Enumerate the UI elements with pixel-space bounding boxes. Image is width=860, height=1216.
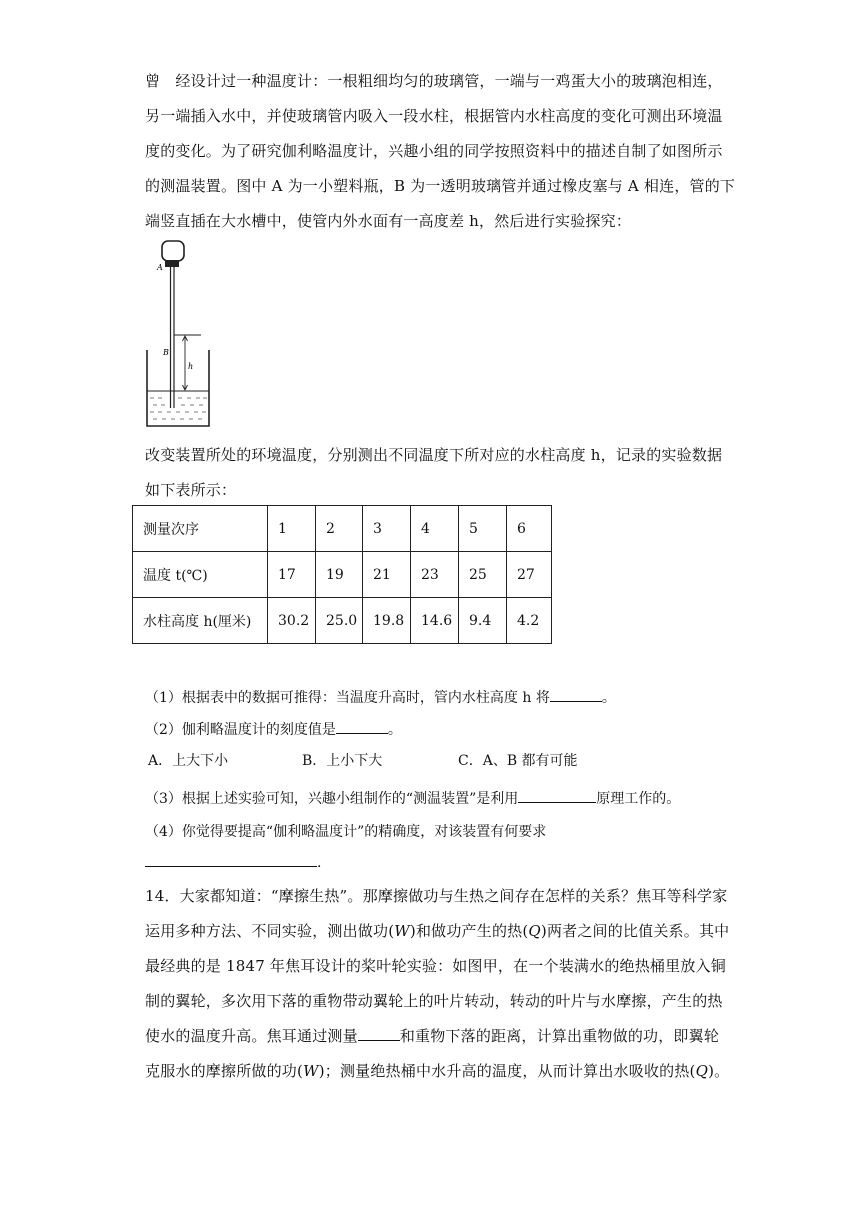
table-row	[133, 506, 552, 552]
answer-blank[interactable]	[550, 687, 602, 702]
table-cell: 19.8	[363, 598, 411, 644]
table-cell: 27	[507, 552, 552, 598]
problem-14-line: 使水的温度升高。焦耳通过测量 和重物下落的距离，计算出重物做的功，即翼轮	[145, 1027, 720, 1045]
table-cell: 30.2	[268, 598, 316, 644]
answer-blank[interactable]	[336, 719, 388, 734]
question-3-end: 原理工作的。	[596, 791, 681, 807]
symbol-q: Q	[695, 1062, 709, 1080]
label-b: B	[163, 348, 169, 357]
symbol-w: W	[394, 922, 410, 940]
intro-line: 端竖直插在大水槽中，使管内外水面有一高度差 h，然后进行实验探究：	[145, 212, 632, 230]
table-cell: 17	[268, 552, 316, 598]
problem-14-line: 最经典的是 1847 年焦耳设计的桨叶轮实验：如图甲，在一个装满水的绝热桶里放入铜	[145, 957, 726, 975]
question-3-text: （3）根据上述实验可知，兴趣小组制作的“测温装置”是利用	[145, 791, 519, 807]
question-2-end: 。	[387, 722, 402, 738]
table-row	[133, 552, 552, 598]
table-cell: 23	[411, 552, 459, 598]
answer-blank[interactable]	[518, 788, 596, 803]
table-cell: 2	[316, 506, 363, 552]
rubber-stopper	[165, 260, 179, 267]
problem-14-line: 运用多种方法、不同实验，测出做功(W)和做功产生的热(Q)两者之间的比值关系。其中	[145, 922, 730, 940]
problem-14-line: 克服水的摩擦所做的功(W)；测量绝热桶中水升高的温度，从而计算出水吸收的热(Q)。	[145, 1062, 730, 1080]
label-a: A	[157, 263, 163, 272]
thermometer-apparatus-figure	[143, 238, 213, 430]
table-cell: 温度 t(℃)	[133, 552, 268, 598]
question-4	[145, 821, 546, 841]
problem-14-line: 14．大家都知道：“摩擦生热”。那摩擦做功与生热之间存在怎样的关系？焦耳等科学家	[145, 887, 728, 905]
symbol-w: W	[303, 1062, 319, 1080]
description-line: 如下表所示：	[145, 481, 237, 499]
answer-blank[interactable]	[358, 1026, 400, 1041]
water-hatching	[150, 398, 207, 419]
table-cell: 6	[507, 506, 552, 552]
table-cell: 水柱高度 h(厘米)	[133, 598, 268, 644]
problem-14-line: 制的翼轮，多次用下落的重物带动翼轮上的叶片转动，转动的叶片与水摩擦，产生的热	[145, 992, 723, 1010]
table-cell: 14.6	[411, 598, 459, 644]
option-a[interactable]: A．上大下小	[148, 753, 229, 769]
table-cell: 25.0	[316, 598, 363, 644]
description-paragraph	[145, 438, 725, 508]
question-2	[145, 719, 402, 739]
table-cell: 21	[363, 552, 411, 598]
table-cell: 4	[411, 506, 459, 552]
table-row	[133, 598, 552, 644]
question-1-text: （1）根据表中的数据可推得：当温度升高时，管内水柱高度 h 将	[145, 690, 550, 706]
table-cell: 5	[459, 506, 507, 552]
intro-paragraph	[145, 64, 736, 239]
intro-line: 曾 经设计过一种温度计：一根粗细均匀的玻璃管，一端与一鸡蛋大小的玻璃泡相连，	[145, 72, 723, 90]
label-h: h	[188, 362, 194, 371]
intro-line: 度的变化。为了研究伽利略温度计，兴趣小组的同学按照资料中的描述自制了如图所示	[145, 142, 723, 160]
table-cell: 19	[316, 552, 363, 598]
symbol-q: Q	[528, 922, 541, 940]
description-line: 改变装置所处的环境温度，分别测出不同温度下所对应的水柱高度 h，记录的实验数据	[145, 446, 723, 464]
question-3	[145, 788, 680, 808]
table-cell: 25	[459, 552, 507, 598]
bottle-a	[162, 241, 184, 261]
table-cell: 4.2	[507, 598, 552, 644]
question-2-options	[148, 750, 578, 770]
option-c[interactable]: C．A、B 都有可能	[458, 753, 578, 769]
table-cell: 9.4	[459, 598, 507, 644]
question-2-text: （2）伽利略温度计的刻度值是	[145, 722, 336, 738]
experiment-data-table	[132, 505, 552, 644]
option-b[interactable]: B．上小下大	[302, 753, 383, 769]
table-cell: 测量次序	[133, 506, 268, 552]
question-1-end: 。	[601, 690, 616, 706]
answer-blank[interactable]	[145, 852, 317, 867]
table-cell: 3	[363, 506, 411, 552]
question-1	[145, 687, 616, 707]
intro-line: 另一端插入水中，并使玻璃管内吸入一段水柱，根据管内水柱高度的变化可测出环境温	[145, 107, 723, 125]
question-4-end: .	[317, 855, 322, 871]
question-4-answer-line	[145, 852, 321, 871]
water-tank	[147, 350, 209, 426]
problem-14-paragraph	[145, 879, 730, 1089]
intro-line: 的测温装置。图中 A 为一小塑料瓶，B 为一透明玻璃管并通过橡皮塞与 A 相连，管的下	[145, 177, 736, 195]
table-cell: 1	[268, 506, 316, 552]
question-4-text: （4）你觉得要提高“伽利略温度计”的精确度，对该装置有何要求	[145, 824, 547, 840]
